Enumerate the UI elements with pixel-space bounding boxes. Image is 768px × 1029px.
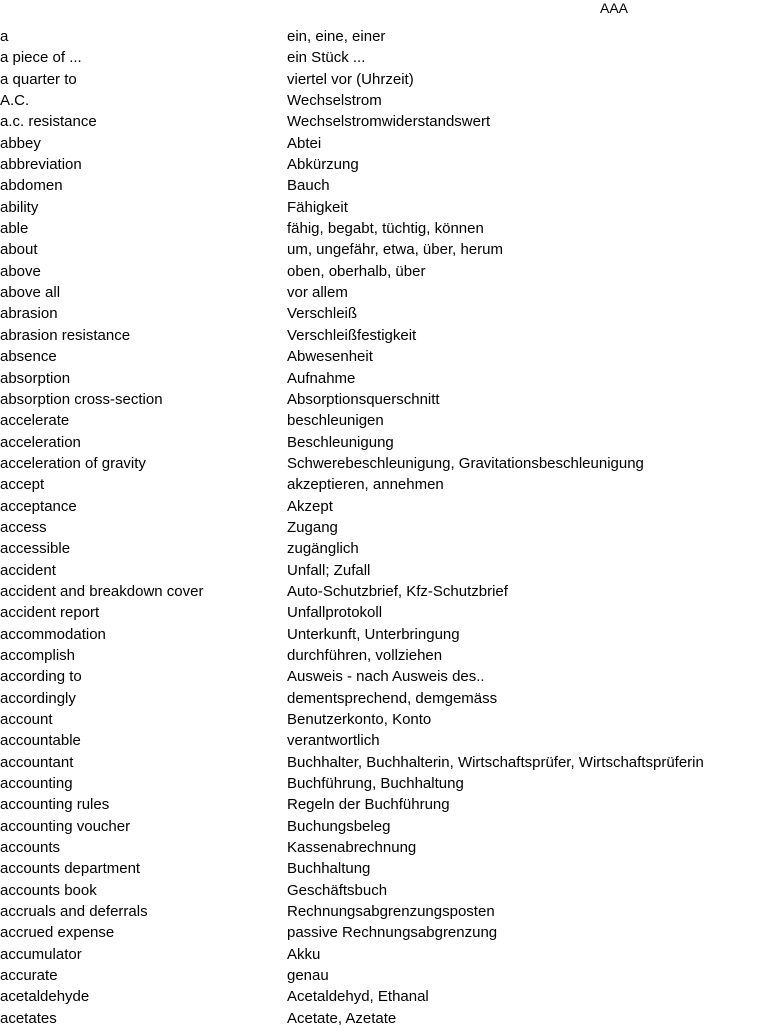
glossary-entry xyxy=(0,368,768,389)
entry-translation: Absorptionsquerschnitt xyxy=(287,390,440,408)
entry-translation: Geschäftsbuch xyxy=(287,881,388,899)
glossary-entry xyxy=(0,432,768,453)
entry-translation: Wechselstromwiderstandswert xyxy=(287,113,491,131)
glossary-entry xyxy=(0,496,768,517)
entry-term: a quarter to xyxy=(0,70,77,88)
entry-term: a xyxy=(0,28,9,45)
entry-translation: ein Stück ... xyxy=(287,49,366,67)
entry-term: acetates xyxy=(0,1009,57,1027)
entry-term: accumulator xyxy=(0,945,82,963)
entry-term: above all xyxy=(0,284,61,302)
entry-translation: Beschleunigung xyxy=(287,433,394,451)
entry-term: accounts department xyxy=(0,860,141,878)
entry-translation: fähig, begabt, tüchtig, können xyxy=(287,220,484,238)
entry-translation: akzeptieren, annehmen xyxy=(287,476,444,494)
entry-term: accounting voucher xyxy=(0,817,131,835)
glossary-entry xyxy=(0,709,768,730)
entry-term: accordingly xyxy=(0,689,76,707)
glossary-entry xyxy=(0,90,768,111)
entry-term: accomplish xyxy=(0,646,76,664)
entry-translation: Abkürzung xyxy=(287,156,359,174)
glossary-entry xyxy=(0,218,768,239)
glossary-entry xyxy=(0,239,768,260)
glossary-entry xyxy=(0,816,768,837)
entry-translation: verantwortlich xyxy=(287,732,380,750)
glossary-entry xyxy=(0,730,768,751)
entry-term: abbey xyxy=(0,134,41,152)
glossary-entry xyxy=(0,880,768,901)
glossary-entry xyxy=(0,261,768,282)
entry-translation: Bauch xyxy=(287,177,330,195)
glossary-entry xyxy=(0,303,768,324)
entry-term: absence xyxy=(0,348,57,366)
entry-term: about xyxy=(0,241,38,259)
entry-translation: zugänglich xyxy=(287,540,359,558)
glossary-list xyxy=(0,26,768,1029)
entry-term: accounts book xyxy=(0,881,97,899)
entry-translation: Fähigkeit xyxy=(287,198,348,216)
entry-translation: um, ungefähr, etwa, über, herum xyxy=(287,241,503,259)
entry-translation: Akku xyxy=(287,945,321,963)
glossary-entry xyxy=(0,69,768,90)
glossary-entry xyxy=(0,154,768,175)
glossary-entry xyxy=(0,26,768,47)
entry-translation: viertel vor (Uhrzeit) xyxy=(287,70,414,88)
entry-term: acceleration of gravity xyxy=(0,454,146,472)
entry-translation: Akzept xyxy=(287,497,333,515)
glossary-entry xyxy=(0,538,768,559)
entry-translation: Kassenabrechnung xyxy=(287,839,417,857)
entry-term: accommodation xyxy=(0,625,106,643)
glossary-entry xyxy=(0,389,768,410)
entry-translation: Ausweis - nach Ausweis des.. xyxy=(287,668,485,686)
glossary-entry xyxy=(0,645,768,666)
entry-term: acetaldehyde xyxy=(0,988,90,1006)
glossary-entry xyxy=(0,133,768,154)
entry-translation: Verschleiß xyxy=(287,305,358,323)
entry-translation: passive Rechnungsabgrenzung xyxy=(287,924,498,942)
entry-term: abrasion xyxy=(0,305,58,323)
glossary-entry xyxy=(0,282,768,303)
entry-translation: Unfallprotokoll xyxy=(287,604,383,622)
entry-translation: Unterkunft, Unterbringung xyxy=(287,625,460,643)
glossary-entry xyxy=(0,346,768,367)
glossary-entry xyxy=(0,474,768,495)
entry-translation: Unfall; Zufall xyxy=(287,561,371,579)
entry-translation: Abtei xyxy=(287,134,322,152)
glossary-entry xyxy=(0,581,768,602)
entry-term: acceleration xyxy=(0,433,81,451)
entry-translation: Aufnahme xyxy=(287,369,356,387)
entry-term: absorption xyxy=(0,369,71,387)
entry-term: accountable xyxy=(0,732,81,750)
page-header xyxy=(0,0,768,22)
entry-term: abrasion resistance xyxy=(0,326,131,344)
entry-translation: Benutzerkonto, Konto xyxy=(287,711,432,728)
glossary-entry xyxy=(0,858,768,879)
entry-translation: vor allem xyxy=(287,284,348,302)
page-header-title: AAA xyxy=(600,0,629,16)
glossary-entry xyxy=(0,325,768,346)
entry-translation: Buchungsbeleg xyxy=(287,817,391,835)
glossary-entry xyxy=(0,901,768,922)
entry-translation: Acetate, Azetate xyxy=(287,1009,397,1027)
glossary-entry xyxy=(0,453,768,474)
glossary-entry xyxy=(0,794,768,815)
glossary-entry xyxy=(0,837,768,858)
entry-translation: Buchhalter, Buchhalterin, Wirtschaftsprüfer, Wirtschaftsprüferin xyxy=(287,753,704,771)
glossary-entry xyxy=(0,602,768,623)
glossary-entry xyxy=(0,624,768,645)
entry-term: a.c. resistance xyxy=(0,113,97,131)
entry-term: accident report xyxy=(0,604,100,622)
entry-term: access xyxy=(0,518,47,536)
entry-translation: Rechnungsabgrenzungsposten xyxy=(287,903,495,921)
glossary-entry xyxy=(0,197,768,218)
entry-translation: Wechselstrom xyxy=(287,92,382,110)
entry-term: above xyxy=(0,262,41,280)
entry-term: ability xyxy=(0,198,39,216)
entry-term: abdomen xyxy=(0,177,63,195)
glossary-entry xyxy=(0,752,768,773)
entry-term: according to xyxy=(0,668,82,686)
entry-term: accurate xyxy=(0,967,58,985)
entry-translation: Acetaldehyd, Ethanal xyxy=(287,988,429,1006)
entry-term: accounts xyxy=(0,839,61,857)
entry-translation: Verschleißfestigkeit xyxy=(287,326,417,344)
entry-translation: Zugang xyxy=(287,518,338,536)
glossary-entry xyxy=(0,773,768,794)
entry-term: accept xyxy=(0,476,45,494)
glossary-entry xyxy=(0,688,768,709)
glossary-entry xyxy=(0,965,768,986)
entry-term: abbreviation xyxy=(0,156,82,174)
entry-term: accruals and deferrals xyxy=(0,903,148,921)
entry-term: accessible xyxy=(0,540,71,558)
entry-term: acceptance xyxy=(0,497,77,515)
glossary-entry xyxy=(0,666,768,687)
entry-term: absorption cross-section xyxy=(0,390,163,408)
glossary-entry xyxy=(0,922,768,943)
glossary-entry xyxy=(0,1008,768,1029)
entry-term: A.C. xyxy=(0,92,30,110)
glossary-entry xyxy=(0,175,768,196)
entry-translation: Buchhaltung xyxy=(287,860,371,878)
glossary-entry xyxy=(0,560,768,581)
entry-term: accident xyxy=(0,561,56,579)
entry-translation: Abwesenheit xyxy=(287,348,373,366)
glossary-entry xyxy=(0,111,768,132)
glossary-entry xyxy=(0,47,768,68)
entry-translation: Auto-Schutzbrief, Kfz-Schutzbrief xyxy=(287,582,508,600)
entry-translation: oben, oberhalb, über xyxy=(287,262,426,280)
entry-translation: beschleunigen xyxy=(287,412,384,430)
entry-translation: genau xyxy=(287,967,329,985)
entry-translation: durchführen, vollziehen xyxy=(287,646,443,664)
glossary-entry xyxy=(0,410,768,431)
glossary-entry xyxy=(0,517,768,538)
entry-term: accounting xyxy=(0,775,73,793)
glossary-entry xyxy=(0,986,768,1007)
entry-translation: Schwerebeschleunigung, Gravitationsbeschleunigung xyxy=(287,454,644,472)
entry-term: accrued expense xyxy=(0,924,115,942)
entry-translation: ein, eine, einer xyxy=(287,28,386,45)
entry-term: accounting rules xyxy=(0,796,110,814)
entry-translation: Regeln der Buchführung xyxy=(287,796,450,814)
entry-term: account xyxy=(0,711,53,728)
entry-translation: dementsprechend, demgemäss xyxy=(287,689,498,707)
entry-term: a piece of ... xyxy=(0,49,82,67)
entry-term: accelerate xyxy=(0,412,70,430)
entry-term: accountant xyxy=(0,753,74,771)
entry-translation: Buchführung, Buchhaltung xyxy=(287,775,464,793)
entry-term: able xyxy=(0,220,29,238)
glossary-entry xyxy=(0,944,768,965)
entry-term: accident and breakdown cover xyxy=(0,582,204,600)
